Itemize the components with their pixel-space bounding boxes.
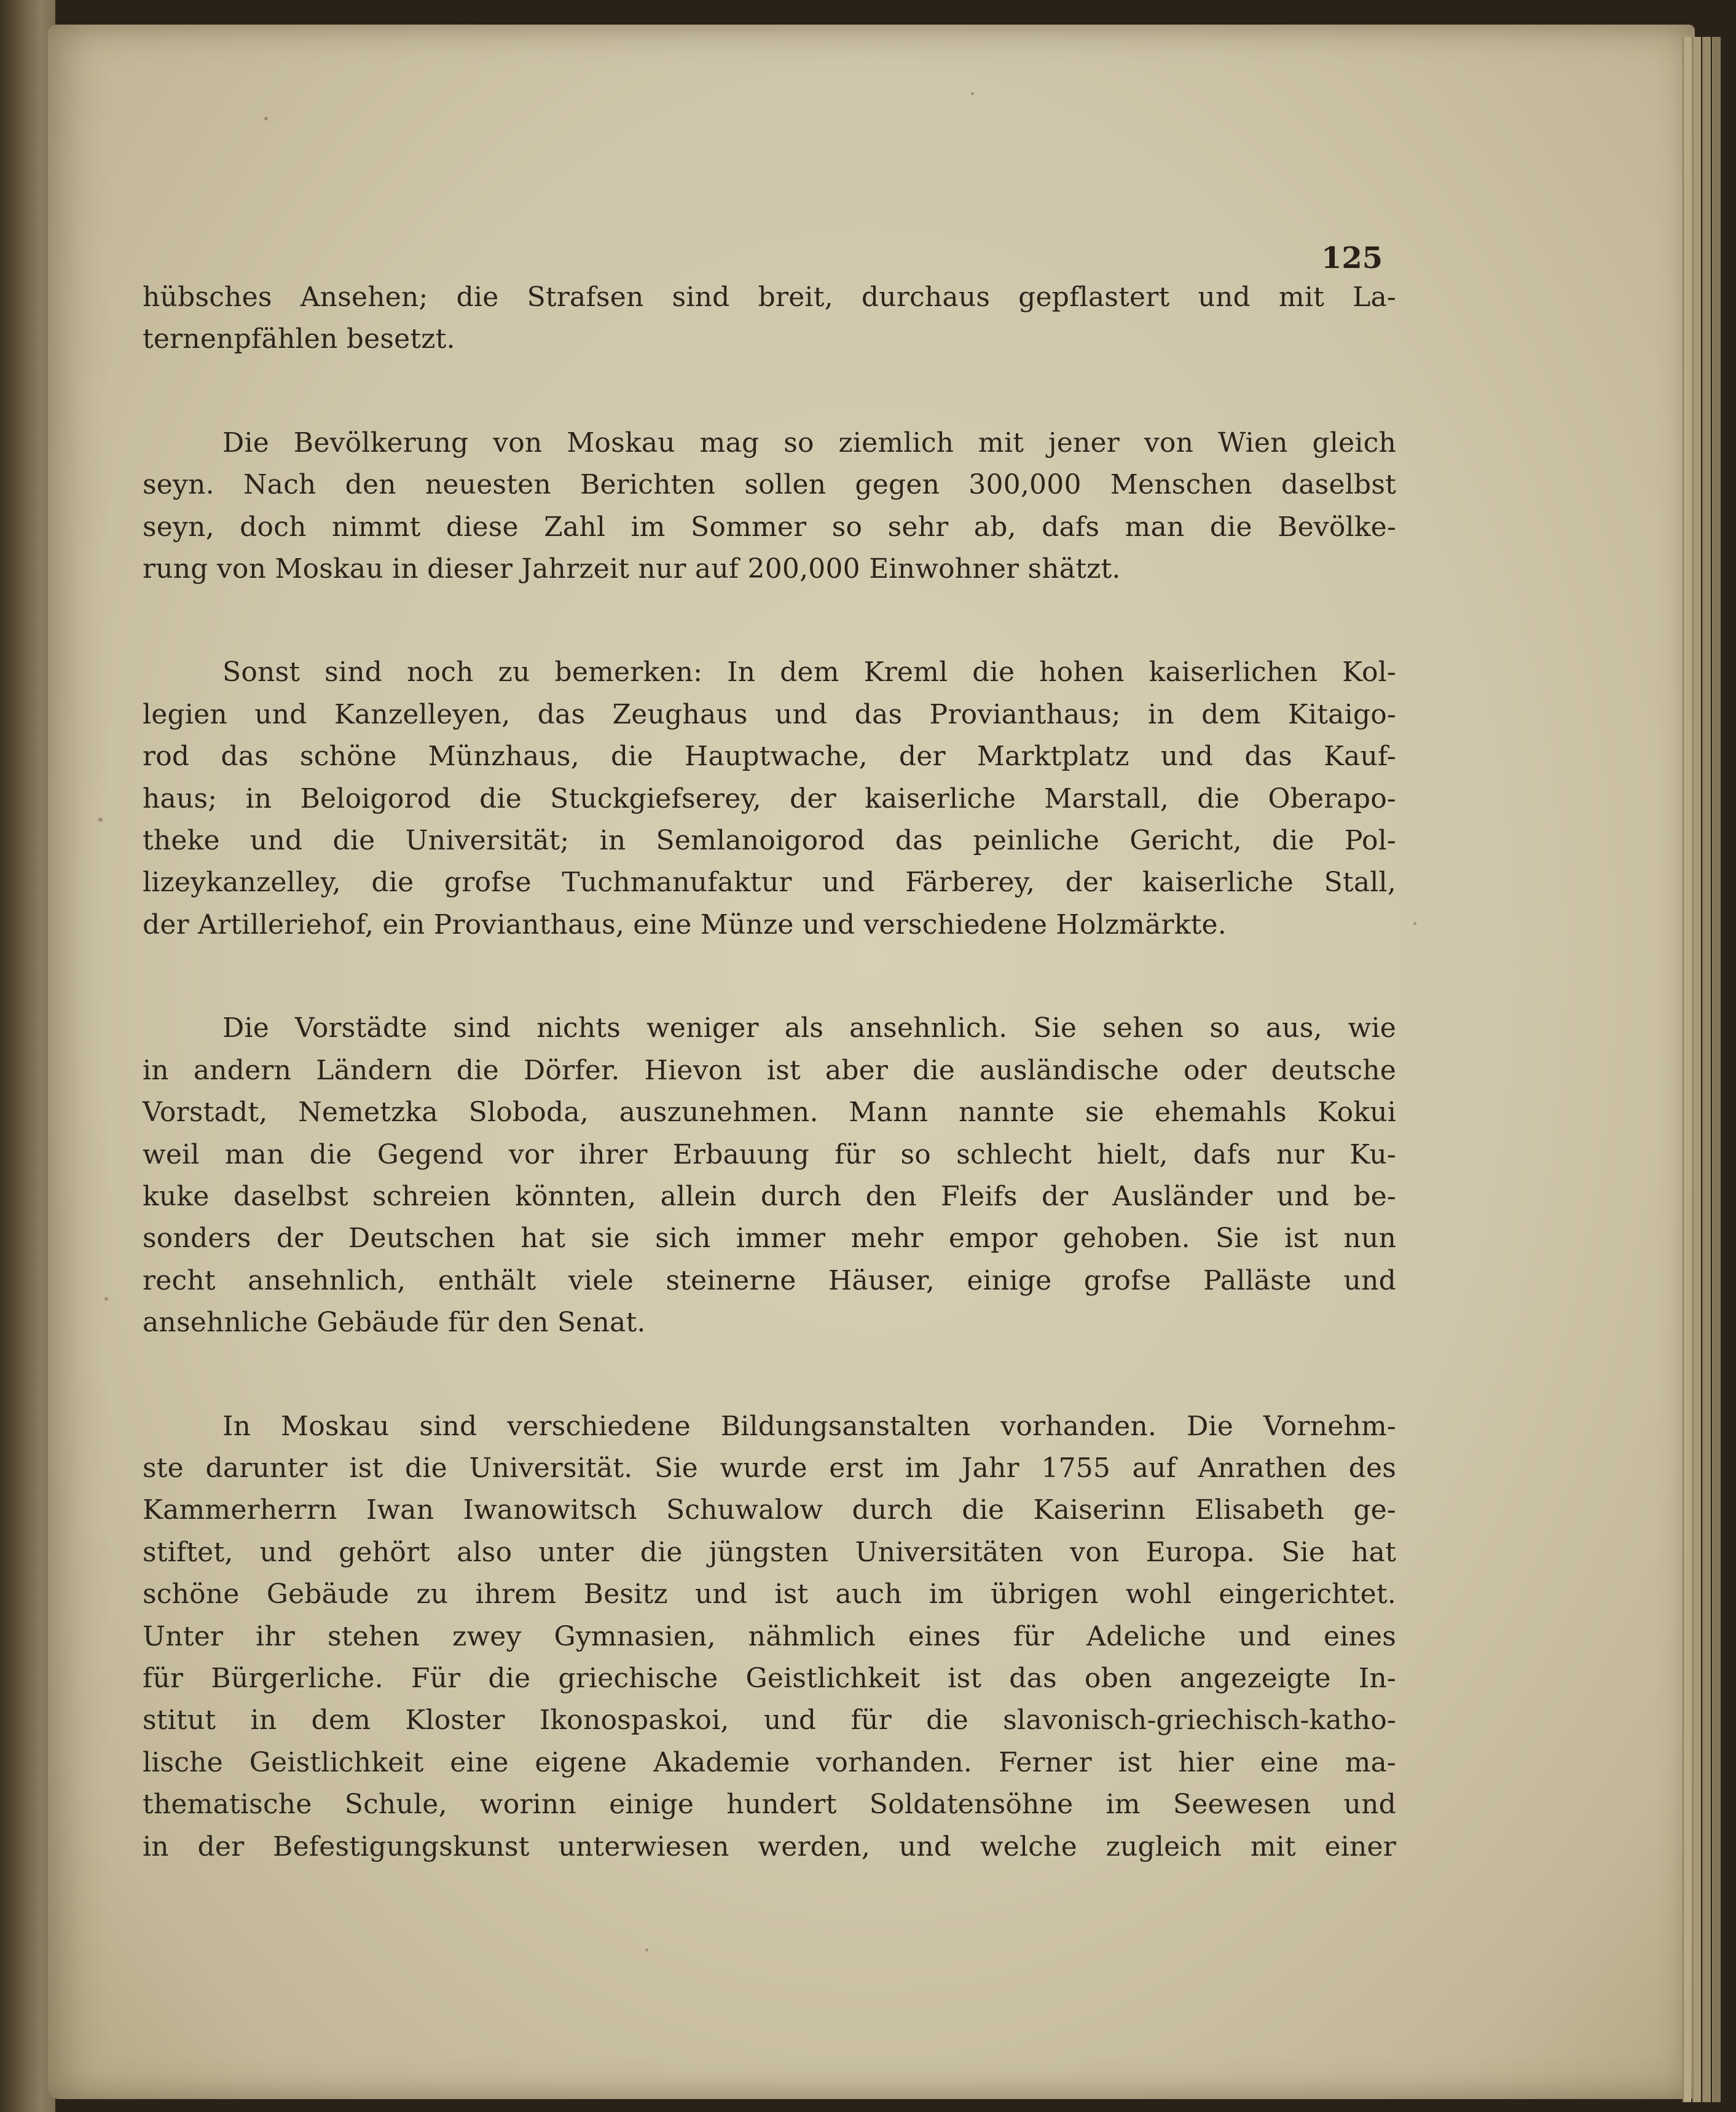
paper-speck <box>104 1297 108 1301</box>
text-line: ansehnliche Gebäude für den Senat. <box>143 1307 646 1339</box>
paragraph <box>143 422 1396 591</box>
text-line: in andern Ländern die Dörfer. Hievon ist aber die ausländische oder deutsche <box>143 1054 1396 1086</box>
text-line: kuke daselbst schreien könnten, allein durch den Fleifs der Ausländer und be- <box>143 1180 1396 1212</box>
text-line: thematische Schule, worinn einige hundert Soldatensöhne im Seewesen und <box>143 1789 1396 1821</box>
text-line: Die Vorstädte sind nichts weniger als ansehnlich. Sie sehen so aus, wie <box>222 1012 1396 1044</box>
text-line: legien und Kanzelleyen, das Zeughaus und das Provianthaus; in dem Kitaigo- <box>143 698 1396 730</box>
text-line: stiftet, und gehört also unter die jüngsten Universitäten von Europa. Sie hat <box>143 1536 1396 1568</box>
page-edge <box>1712 37 1721 2102</box>
paragraph <box>143 1406 1396 1868</box>
text-line: Die Bevölkerung von Moskau mag so ziemlich mit jener von Wien gleich <box>222 427 1396 459</box>
text-line: weil man die Gegend vor ihrer Erbauung für so schlecht hielt, dafs nur Ku- <box>143 1138 1396 1170</box>
text-line: sonders der Deutschen hat sie sich immer mehr empor gehoben. Sie ist nun <box>143 1223 1396 1255</box>
paragraph <box>143 1007 1396 1344</box>
text-line: rod das schöne Münzhaus, die Hauptwache, der Marktplatz und das Kauf- <box>143 741 1396 773</box>
text-line: hübsches Ansehen; die Strafsen sind breit, durchaus gepflastert und mit La- <box>143 282 1396 313</box>
text-line: für Bürgerliche. Für die griechische Geistlichkeit ist das oben angezeigte In- <box>143 1662 1396 1694</box>
text-line: Kammerherrn Iwan Iwanowitsch Schuwalow durch die Kaiserinn Elisabeth ge- <box>143 1494 1396 1526</box>
text-line: In Moskau sind verschiedene Bildungsanstalten vorhanden. Die Vornehm- <box>222 1410 1396 1442</box>
text-line: Sonst sind noch zu bemerken: In dem Kreml die hohen kaiserlichen Kol- <box>222 656 1396 688</box>
paper-speck <box>971 92 974 95</box>
text-line: stitut in dem Kloster Ikonospaskoi, und für die slavonisch-griechisch-katho- <box>143 1704 1396 1736</box>
text-line: seyn, doch nimmt diese Zahl im Sommer so sehr ab, dafs man die Bevölke- <box>143 511 1396 543</box>
text-line: Vorstadt, Nemetzka Sloboda, auszunehmen. Mann nannte sie ehemahls Kokui <box>143 1097 1396 1129</box>
text-line: lische Geistlichkeit eine eigene Akademie vorhanden. Ferner ist hier eine ma- <box>143 1746 1396 1778</box>
text-line: haus; in Beloigorod die Stuckgiefserey, der kaiserliche Marstall, die Oberapo- <box>143 782 1396 814</box>
text-line: seyn. Nach den neuesten Berichten sollen gegen 300,000 Menschen daselbst <box>143 469 1396 501</box>
paper-speck <box>645 1948 648 1952</box>
text-line: ternenpfählen besetzt. <box>143 323 455 355</box>
paragraph <box>143 652 1396 946</box>
paper-speck <box>1413 922 1416 925</box>
text-line: Unter ihr stehen zwey Gymnasien, nähmlich eines für Adeliche und eines <box>143 1620 1396 1652</box>
paragraph <box>143 277 1396 361</box>
text-line: in der Befestigungskunst unterwiesen werden, und welche zugleich mit einer <box>143 1830 1396 1862</box>
text-line: der Artilleriehof, ein Provianthaus, eine Münze und verschiedene Holzmärkte. <box>143 908 1227 940</box>
page-edge <box>1683 37 1691 2102</box>
page-edge <box>1702 37 1711 2102</box>
text-line: schöne Gebäude zu ihrem Besitz und ist auch im übrigen wohl eingerichtet. <box>143 1578 1396 1610</box>
text-line: ste darunter ist die Universität. Sie wurde erst im Jahr 1755 auf Anrathen des <box>143 1452 1396 1484</box>
text-line: recht ansehnlich, enthält viele steinerne Häuser, einige grofse Palläste und <box>143 1264 1396 1296</box>
paper-speck <box>98 818 103 822</box>
text-line: lizeykanzelley, die grofse Tuchmanufaktur und Färberey, der kaiserliche Stall, <box>143 867 1396 899</box>
book-gutter <box>0 0 55 2112</box>
page-edge <box>1692 37 1701 2102</box>
page-number: 125 <box>1321 241 1383 275</box>
page-body <box>143 277 1396 1868</box>
text-line: theke und die Universität; in Semlanoigorod das peinliche Gericht, die Pol- <box>143 825 1396 857</box>
paper-speck <box>264 117 268 120</box>
text-line: rung von Moskau in dieser Jahrzeit nur auf 200,000 Einwohner shätzt. <box>143 553 1121 585</box>
